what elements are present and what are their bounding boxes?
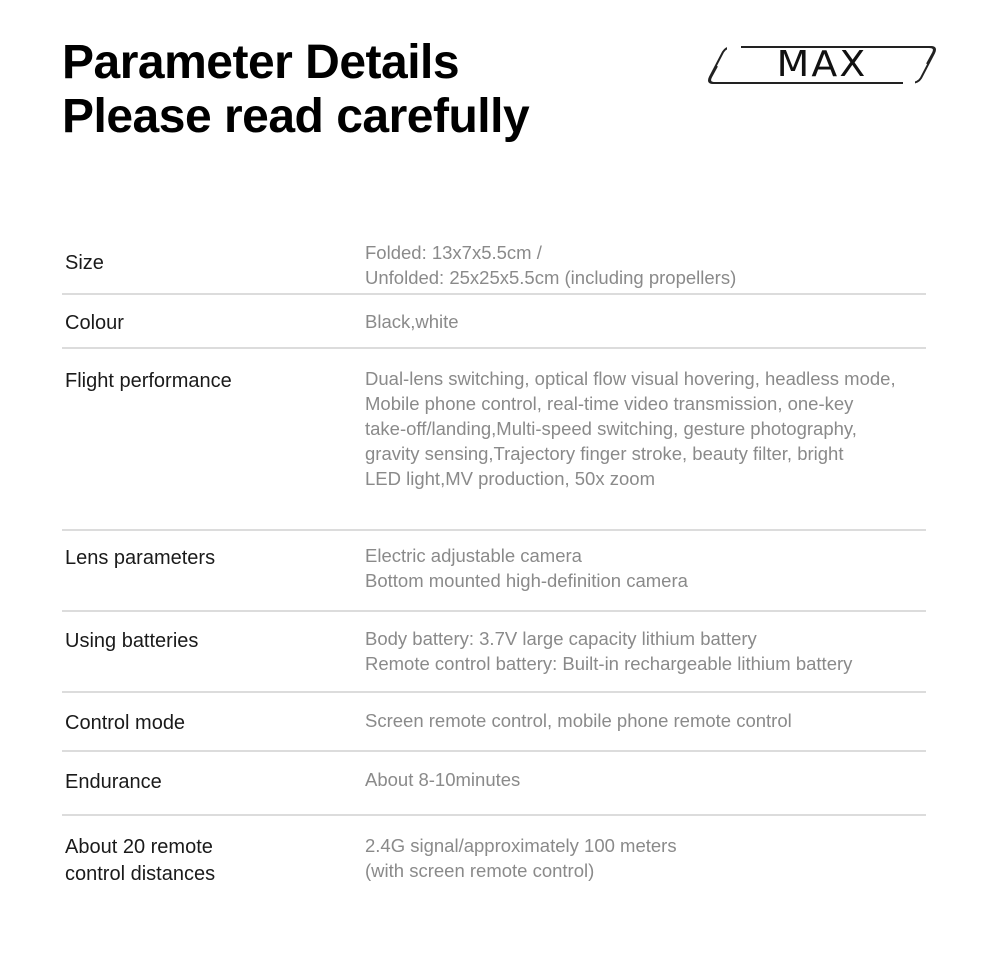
spec-label: Lens parameters <box>65 547 216 569</box>
spec-value: About 8-10minutes <box>365 769 521 790</box>
spec-label: Using batteries <box>65 630 199 652</box>
title-line-2: Please read carefully <box>62 90 530 143</box>
spec-label: Flight performance <box>65 370 232 392</box>
spec-row-lens-parameters <box>62 531 926 612</box>
badge-label: MAX <box>776 44 868 85</box>
spec-label: About 20 remote control distances <box>65 836 216 885</box>
spec-value: Electric adjustable camera Bottom mounted high-definition camera <box>365 545 688 591</box>
spec-row-size <box>62 230 926 295</box>
spec-row-colour <box>62 295 926 349</box>
spec-label: Control mode <box>65 712 186 734</box>
spec-value: Body battery: 3.7V large capacity lithium battery Remote control battery: Built-in rechargeable lithium battery <box>365 628 853 674</box>
spec-label: Size <box>65 252 104 274</box>
spec-row-control-mode <box>62 693 926 752</box>
page-title <box>62 36 529 144</box>
spec-row-endurance <box>62 752 926 816</box>
title-line-1: Parameter Details <box>62 36 460 89</box>
spec-value: Dual-lens switching, optical flow visual hovering, headless mode, Mobile phone control, real-time video transmission, one-key take-off/landing,Multi-speed switching, gesture photography, gravity sensing,Trajectory finger stroke, beauty filter, bright LED light,MV production, 50x zoom <box>365 368 896 489</box>
spec-value: 2.4G signal/approximately 100 meters (with screen remote control) <box>365 835 677 881</box>
spec-row-using-batteries <box>62 612 926 693</box>
spec-row-flight-performance <box>62 349 926 531</box>
spec-value: Screen remote control, mobile phone remote control <box>365 710 792 731</box>
spec-value: Folded: 13x7x5.5cm / Unfolded: 25x25x5.5cm (including propellers) <box>365 242 737 288</box>
spec-label: Colour <box>65 312 124 334</box>
max-badge <box>705 44 939 86</box>
spec-label: Endurance <box>65 771 162 793</box>
spec-row-remote-distance <box>62 816 926 896</box>
spec-value: Black,white <box>365 311 459 332</box>
